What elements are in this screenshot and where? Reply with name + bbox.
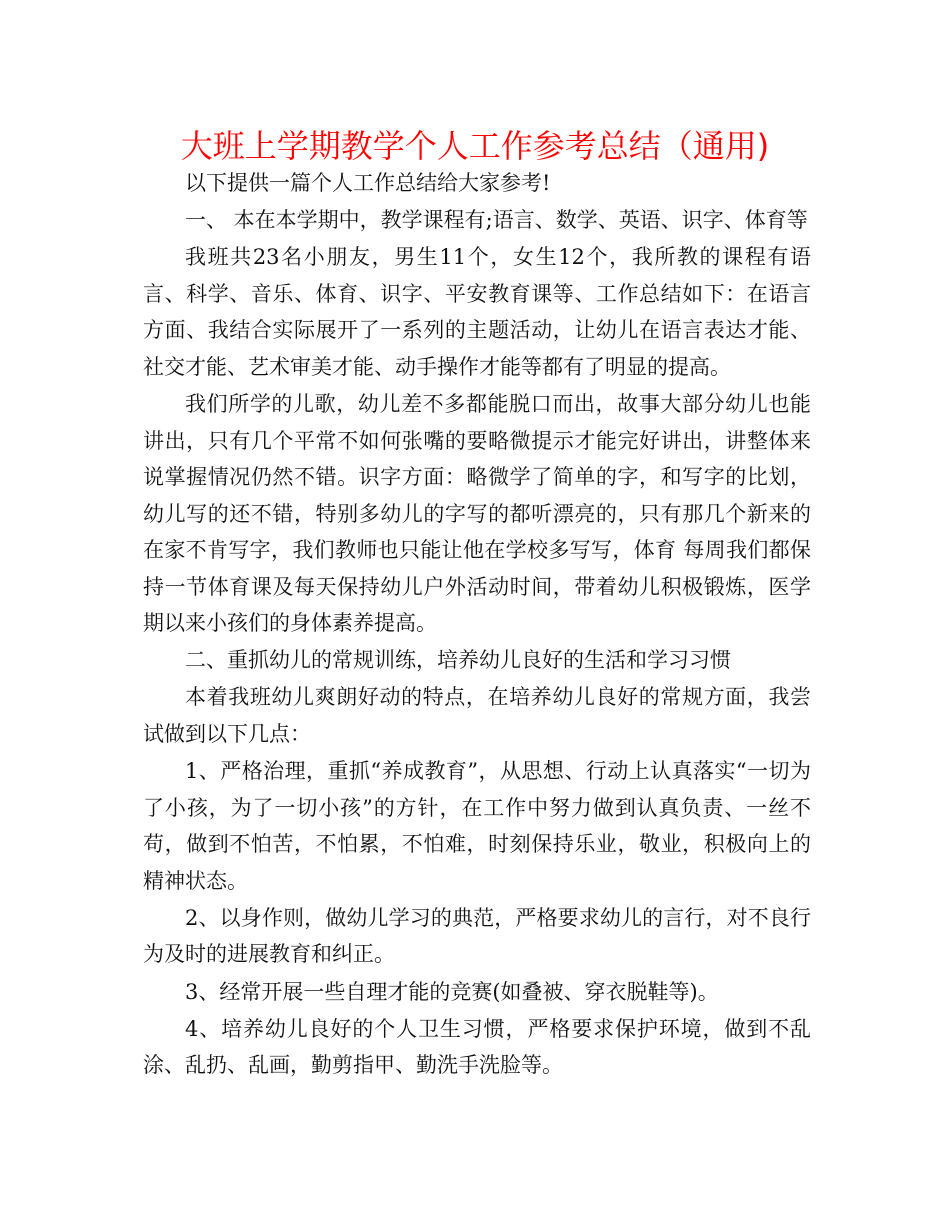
document-body [143,165,811,1084]
paragraph-section-one: 一、 本在本学期中，教学课程有;语言、数学、英语、识字、体育等 [185,208,808,233]
paragraph-point-4: 4、培养幼儿良好的个人卫生习惯，严格要求保护环境，做到不乱涂、乱扔、乱画，勤剪指甲、勤洗手洗脸等。 [143,1016,811,1078]
paragraph-songs-literacy-sports: 我们所学的儿歌，幼儿差不多都能脱口而出，故事大部分幼儿也能讲出，只有几个平常不如何张嘴的要略微提示才能完好讲出，讲整体来说掌握情况仍然不错。识字方面：略微学了简单的字，和写字的比划，幼儿写的还不错，特别多幼儿的字写的都听漂亮的，只有那几个新来的在家不肯写字，我们教师也只能让他在学校多写写，体育 每周我们都保持一节体育课及每天保持幼儿户外活动时间，带着幼儿积极锻炼，医学期以来小孩们的身体素养提高。 [143,392,811,636]
paragraph-class-summary: 我班共23名小朋友，男生11个，女生12个，我所教的课程有语言、科学、音乐、体育、识字、平安教育课等、工作总结如下：在语言方面、我结合实际展开了一系列的主题活动，让幼儿在语言表达才能、社交才能、艺术审美才能、动手操作才能等都有了明显的提高。 [143,245,811,379]
paragraph-point-1: 1、严格治理，重抓“养成教育”，从思想、行动上认真落实“一切为了小孩，为了一切小孩”的方针，在工作中努力做到认真负责、一丝不苟，做到不怕苦，不怕累，不怕难，时刻保持乐业，敬业，积极向上的精神状态。 [143,759,811,893]
paragraph-point-3: 3、经常开展一些自理才能的竞赛(如叠被、穿衣脱鞋等)。 [185,979,719,1004]
paragraph-routine-intro: 本着我班幼儿爽朗好动的特点，在培养幼儿良好的常规方面，我尝试做到以下几点： [143,685,811,746]
paragraph-intro: 以下提供一篇个人工作总结给大家参考! [185,171,551,195]
paragraph-section-two-heading: 二、重抓幼儿的常规训练，培养幼儿良好的生活和学习习惯 [185,648,731,673]
paragraph-point-2: 2、以身作则，做幼儿学习的典范，严格要求幼儿的言行，对不良行为及时的进展教育和纠正。 [143,905,811,967]
document-title: 大班上学期教学个人工作参考总结（通用) [180,127,770,165]
